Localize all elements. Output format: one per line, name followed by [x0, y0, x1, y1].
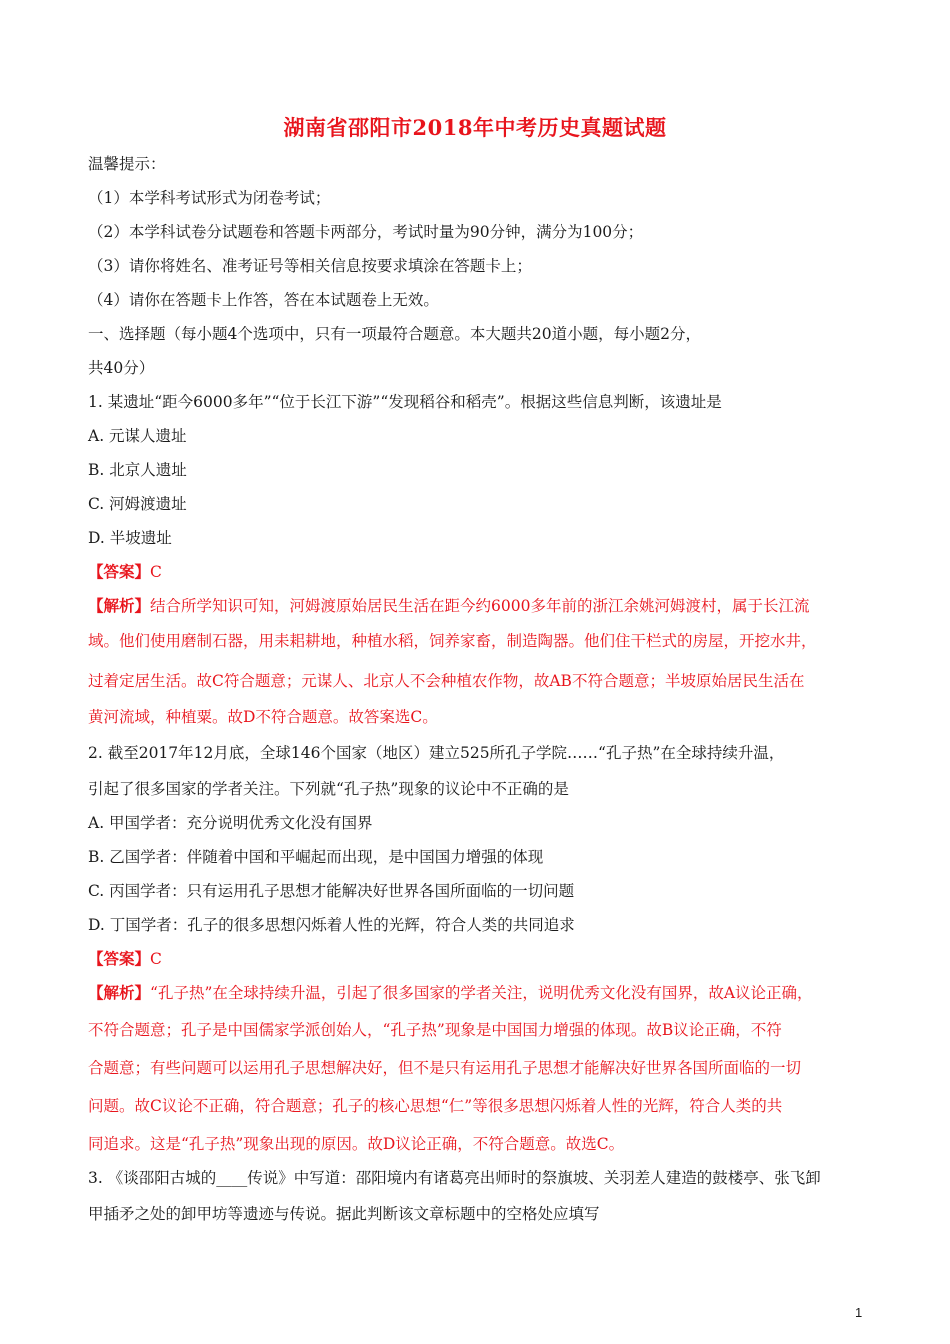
tips-header: 温馨提示： — [88, 155, 166, 173]
answer-value: C — [150, 950, 162, 968]
question-2-option-b: B. 乙国学者：伴随着中国和平崛起而出现，是中国国力增强的体现 — [88, 848, 544, 866]
question-2-option-d: D. 丁国学者：孔子的很多思想闪烁着人性的光辉，符合人类的共同追求 — [88, 916, 575, 934]
tip-item: （4）请你在答题卡上作答，答在本试题卷上无效。 — [88, 291, 439, 309]
question-2-option-a: A. 甲国学者：充分说明优秀文化没有国界 — [88, 814, 373, 832]
question-3-stem-cont: 甲插矛之处的卸甲坊等遗迹与传说。据此判断该文章标题中的空格处应填写 — [88, 1205, 600, 1223]
question-1-option-d: D. 半坡遗址 — [88, 529, 172, 547]
analysis-tag: 【解析】 — [88, 596, 151, 615]
question-3-stem: 3. 《谈邵阳古城的____传说》中写道：邵阳境内有诸葛亮出师时的祭旗坡、关羽差人建造的鼓楼亭、张飞卸 — [88, 1169, 821, 1187]
question-1-answer — [88, 562, 878, 582]
question-1-option-b: B. 北京人遗址 — [88, 461, 187, 479]
analysis-text: 过着定居生活。故C符合题意；元谋人、北京人不会种植农作物，故AB不符合题意；半坡原始居民生活在 — [88, 672, 805, 690]
analysis-tag: 【解析】 — [88, 983, 151, 1002]
question-2-stem: 2. 截至2017年12月底，全球146个国家（地区）建立525所孔子学院……“孔子热”在全球持续升温， — [88, 744, 785, 762]
analysis-text: 域。他们使用磨制石器，用耒耜耕地，种植水稻，饲养家畜，制造陶器。他们住干栏式的房屋，开挖水井， — [88, 632, 817, 650]
question-2-stem-cont: 引起了很多国家的学者关注。下列就“孔子热”现象的议论中不正确的是 — [88, 780, 569, 798]
question-2-option-c: C. 丙国学者：只有运用孔子思想才能解决好世界各国所面临的一切问题 — [88, 882, 575, 900]
analysis-text: 不符合题意；孔子是中国儒家学派创始人，“孔子热”现象是中国国力增强的体现。故B议论正确，不符 — [88, 1021, 782, 1039]
question-1-option-a: A. 元谋人遗址 — [88, 427, 187, 445]
page-number: 1 — [855, 1305, 863, 1320]
analysis-text: “孔子热”在全球持续升温，引起了很多国家的学者关注，说明优秀文化没有国界，故A议论正确， — [150, 984, 813, 1002]
question-2-answer — [88, 949, 878, 969]
analysis-text: 同追求。这是“孔子热”现象出现的原因。故D议论正确，不符合题意。故选C。 — [88, 1135, 625, 1153]
tip-item: （3）请你将姓名、准考证号等相关信息按要求填涂在答题卡上； — [88, 257, 532, 275]
answer-value: C — [150, 563, 162, 581]
section-heading-cont: 共40分） — [88, 359, 155, 377]
analysis-text: 问题。故C议论不正确，符合题意；孔子的核心思想“仁”等很多思想闪烁着人性的光辉，符合人类的共 — [88, 1097, 783, 1115]
analysis-text: 合题意；有些问题可以运用孔子思想解决好，但不是只有运用孔子思想才能解决好世界各国所面临的一切 — [88, 1059, 802, 1077]
page-title: 湖南省邵阳市2018年中考历史真题试题 — [283, 115, 667, 140]
section-heading: 一、选择题（每小题4个选项中，只有一项最符合题意。本大题共20道小题，每小题2分， — [88, 325, 701, 343]
question-1-analysis — [88, 596, 878, 616]
analysis-text: 结合所学知识可知，河姆渡原始居民生活在距今约6000多年前的浙江余姚河姆渡村，属于长江流 — [150, 597, 810, 615]
analysis-text: 黄河流域，种植粟。故D不符合题意。故答案选C。 — [88, 708, 438, 726]
question-1-stem: 1. 某遗址“距今6000多年”“位于长江下游”“发现稻谷和稻壳”。根据这些信息判断，该遗址是 — [88, 393, 722, 411]
tip-item: （2）本学科试卷分试题卷和答题卡两部分，考试时量为90分钟，满分为100分； — [88, 223, 644, 241]
question-2-analysis — [88, 983, 878, 1003]
tip-item: （1）本学科考试形式为闭卷考试； — [88, 189, 331, 207]
answer-tag: 【答案】 — [88, 562, 151, 581]
question-1-option-c: C. 河姆渡遗址 — [88, 495, 187, 513]
answer-tag: 【答案】 — [88, 949, 151, 968]
